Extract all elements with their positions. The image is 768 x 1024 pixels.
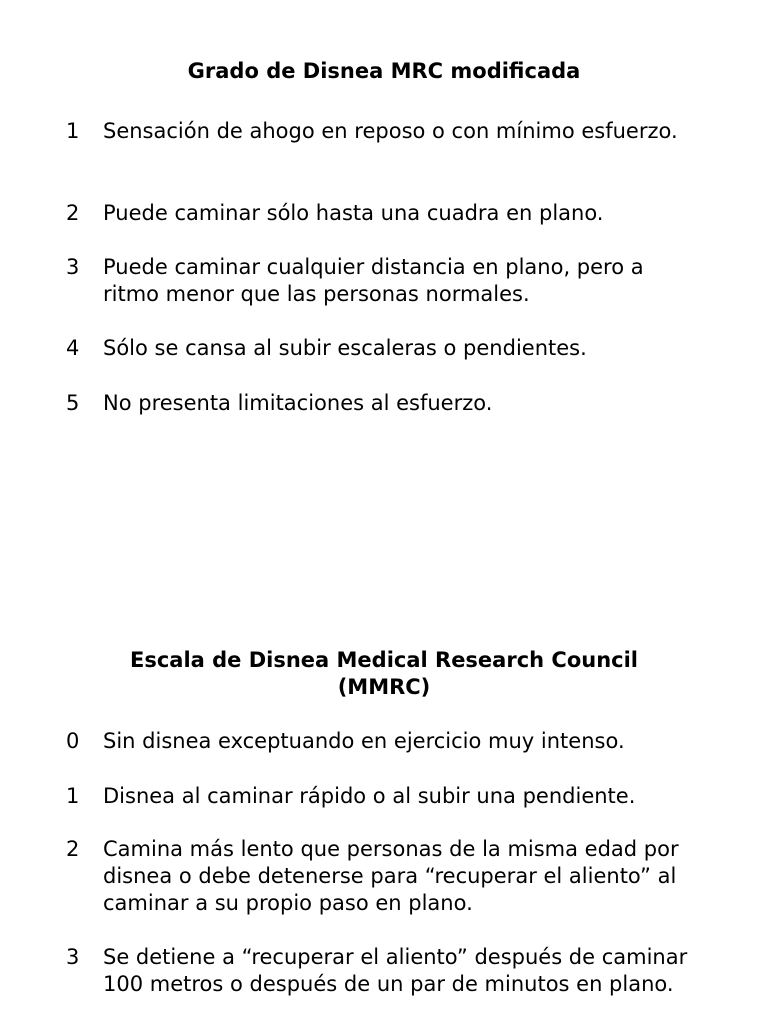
item-number: 2 — [66, 837, 80, 861]
item-number: 0 — [66, 729, 80, 753]
item-number: 4 — [66, 336, 80, 360]
item-text: Se detiene a “recuperar el aliento” después de caminar 100 metros o después de un par de minutos en plano. — [103, 945, 688, 996]
item-text: Disnea al caminar rápido o al subir una pendiente. — [103, 784, 636, 808]
item-text: Sólo se cansa al subir escaleras o pendientes. — [103, 336, 587, 360]
mmrc-title: Escala de Disnea Medical Research Council (MMRC) — [129, 648, 638, 699]
item-text: Sin disnea exceptuando en ejercicio muy intenso. — [103, 729, 625, 753]
item-text: Puede caminar sólo hasta una cuadra en plano. — [103, 201, 604, 225]
item-number: 1 — [66, 784, 80, 808]
item-number: 3 — [66, 255, 80, 279]
item-number: 1 — [66, 119, 80, 143]
item-text: No presenta limitaciones al esfuerzo. — [103, 391, 493, 415]
item-number: 3 — [66, 945, 80, 969]
item-number: 5 — [66, 391, 80, 415]
item-text: Puede caminar cualquier distancia en plano, pero a ritmo menor que las personas normales. — [103, 255, 644, 306]
item-text: Camina más lento que personas de la misma edad por disnea o debe detenerse para “recuperar el aliento” al caminar a su propio paso en plano. — [103, 837, 679, 915]
item-text: Sensación de ahogo en reposo o con mínimo esfuerzo. — [103, 119, 678, 143]
item-number: 2 — [66, 201, 80, 225]
mrc-modified-title: Grado de Disnea MRC modificada — [187, 59, 581, 83]
